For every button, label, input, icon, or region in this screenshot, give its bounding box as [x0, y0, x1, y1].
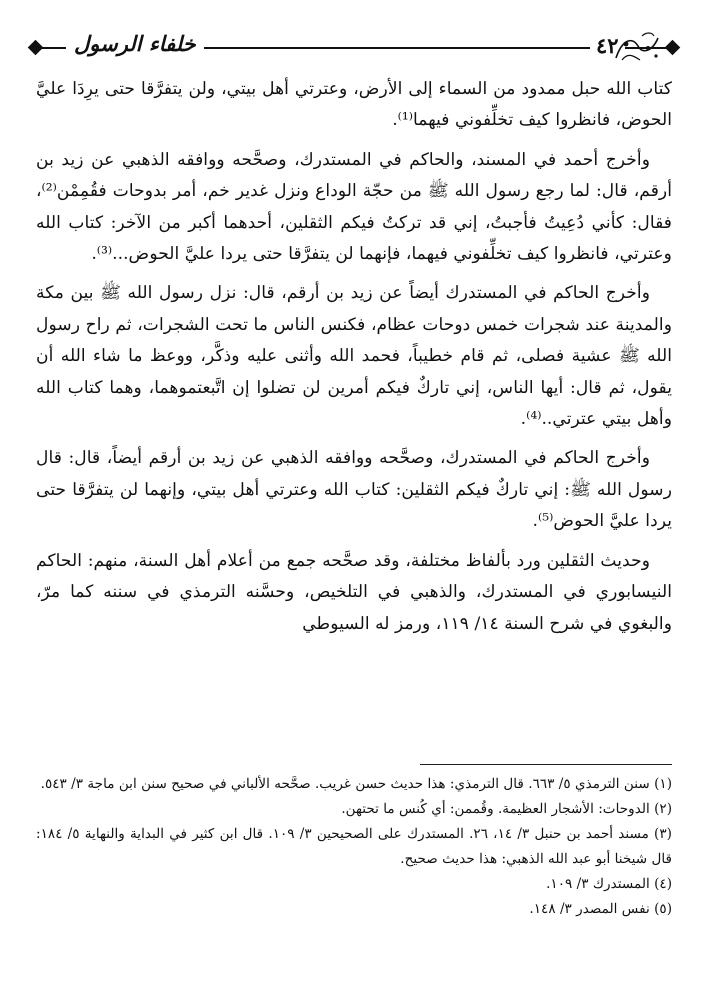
footnote: (٢) الدوحات: الأشجار العظيمة. وقُممن: أي كُنس ما تحتهن. [341, 801, 672, 817]
paragraph: كتاب الله حبل ممدود من السماء إلى الأرض، وعترتي أهل بيتي، ولن يتفرَّقا حتى يرِدَا عليَّ الحوض، فانظروا كيف تخلِّفوني فيهما⁽¹⁾. [36, 79, 672, 131]
page-number: ٤٢ [590, 33, 625, 58]
paragraph: وأخرج الحاكم في المستدرك، وصحَّحه ووافقه الذهبي عن زيد بن أرقم أيضاً، قال: قال رسول الله ﷺ: إني تاركٌ فيكم الثقلين: كتاب الله وعترتي أهل بيتي، وإنهما لن يتفرَّقا حتى يردا عليَّ الحوض⁽⁵⁾. [36, 448, 672, 532]
page-header [30, 30, 678, 66]
paragraph: وأخرج أحمد في المسند، والحاكم في المستدرك، وصحَّحه ووافقه الذهبي عن زيد بن أرقم، قال: لما رجع رسول الله ﷺ من حجّة الوداع ونزل غدير خم، أمر بدوحات فقُمِمْن⁽²⁾، فقال: كأني دُعِيتُ فأجبتُ، إني قد تركتُ فيكم الثقلين، أحدهما أكبر من الآخر: كتاب الله وعترتي، فانظروا كيف تخلِّفوني فيهما، فإنهما لن يتفرَّقا حتى يردا عليَّ الحوض...⁽³⁾. [36, 149, 672, 265]
right-diamond-ornament [665, 40, 681, 56]
left-diamond-ornament [28, 40, 44, 56]
footnote: (١) سنن الترمذي ٥/ ٦٦٣. قال الترمذي: هذا حديث حسن غريب. صحَّحه الألباني في صحيح سنن ابن ماجة ٣/ ٥٤٣. [40, 776, 672, 792]
paragraph: وأخرج الحاكم في المستدرك أيضاً عن زيد بن أرقم، قال: نزل رسول الله ﷺ بين مكة والمدينة عند شجرات خمس دوحات عظام، فكنس الناس ما تحت الشجرات، ثم راح رسول الله ﷺ عشية فصلى، ثم قام خطيباً، فحمد الله وأثنى عليه وذكَّر، ووعظ ما شاء الله أن يقول، ثم قال: أيها الناس، إني تاركٌ فيكم أمرين لن تضلوا إن اتَّبعتموهما، وهما كتاب الله وأهل بيتي عترتي..⁽⁴⁾. [36, 283, 672, 430]
footnote-separator [420, 764, 672, 765]
main-text [36, 74, 672, 648]
footnote: (٤) المستدرك ٣/ ١٠٩. [546, 876, 672, 892]
floral-ornament-icon [612, 30, 664, 64]
paragraph: وحديث الثقلين ورد بألفاظ مختلفة، وقد صحَّحه جمع من أعلام أهل السنة، منهم: الحاكم النيسابوري في المستدرك، والذهبي في التلخيص، وحسَّنه الترمذي في سننه كما مرّ، والبغوي في شرح السنة ١٤/ ١١٩، ورمز له السيوطي [36, 550, 672, 634]
footnotes [36, 772, 672, 922]
footnote: (٣) مسند أحمد بن حنبل ٣/ ١٤، ٢٦. المستدرك على الصحيحين ٣/ ١٠٩. قال ابن كثير في البداية والنهاية ٥/ ١٨٤: قال شيخنا أبو عبد الله الذهبي: هذا حديث صحيح. [36, 826, 672, 867]
running-title: خلفاء الرسول [66, 31, 204, 56]
footnote: (٥) نفس المصدر ٣/ ١٤٨. [529, 901, 672, 917]
